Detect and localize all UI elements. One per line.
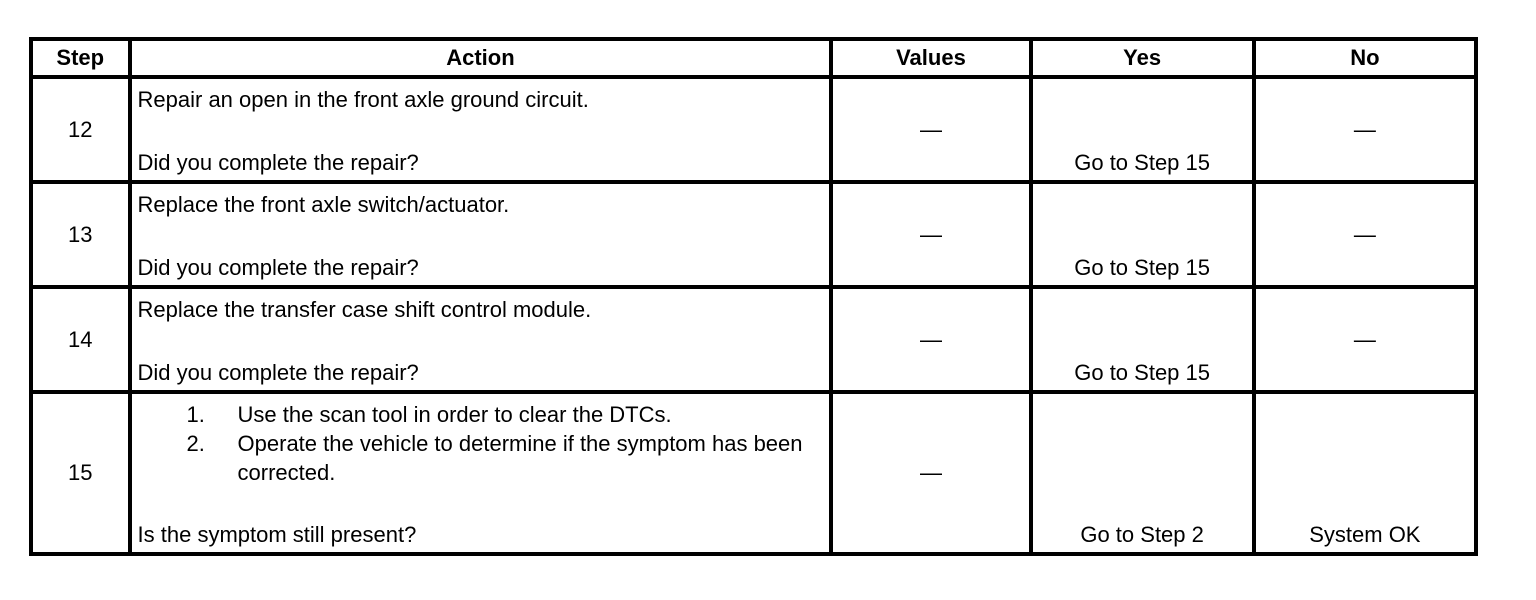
yes-cell — [1031, 392, 1254, 554]
action-cell — [130, 392, 832, 554]
action-cell — [130, 182, 832, 287]
list-item-number: 2. — [186, 431, 205, 456]
values-cell: — — [831, 77, 1030, 182]
list-item — [138, 429, 822, 487]
table-row — [31, 77, 1476, 182]
no-cell: — — [1254, 287, 1476, 392]
header-action: Action — [130, 39, 832, 77]
step-number: 14 — [31, 287, 130, 392]
yes-result: Go to Step 2 — [1080, 522, 1204, 547]
action-text: Replace the transfer case shift control module. — [137, 297, 592, 322]
action-cell — [130, 77, 832, 182]
no-cell — [1254, 392, 1476, 554]
list-item — [138, 400, 822, 429]
step-number: 13 — [31, 182, 130, 287]
values-cell: — — [831, 287, 1030, 392]
header-row — [31, 39, 1476, 77]
header-yes: Yes — [1031, 39, 1254, 77]
action-text: Replace the front axle switch/actuator. — [137, 192, 510, 217]
action-question: Is the symptom still present? — [137, 522, 417, 547]
header-no: No — [1254, 39, 1476, 77]
table-row — [31, 392, 1476, 554]
no-cell: — — [1254, 182, 1476, 287]
yes-result: Go to Step 15 — [1074, 150, 1210, 175]
header-step: Step — [31, 39, 130, 77]
action-question: Did you complete the repair? — [137, 360, 419, 385]
table-row — [31, 287, 1476, 392]
action-step-list — [138, 400, 822, 487]
action-question: Did you complete the repair? — [137, 150, 419, 175]
no-result: System OK — [1309, 522, 1421, 547]
no-cell: — — [1254, 77, 1476, 182]
action-text: Repair an open in the front axle ground circuit. — [137, 87, 589, 112]
yes-result: Go to Step 15 — [1074, 255, 1210, 280]
yes-cell — [1031, 182, 1254, 287]
list-item-text: Use the scan tool in order to clear the DTCs. — [237, 402, 672, 427]
diagnostic-table — [29, 37, 1478, 556]
list-item-text: Operate the vehicle to determine if the symptom has been corrected. — [237, 431, 803, 485]
list-item-number: 1. — [186, 402, 205, 427]
header-values: Values — [831, 39, 1030, 77]
values-cell: — — [831, 392, 1030, 554]
values-cell: — — [831, 182, 1030, 287]
action-cell — [130, 287, 832, 392]
yes-result: Go to Step 15 — [1074, 360, 1210, 385]
yes-cell — [1031, 287, 1254, 392]
table-row — [31, 182, 1476, 287]
action-question: Did you complete the repair? — [137, 255, 419, 280]
yes-cell — [1031, 77, 1254, 182]
step-number: 15 — [31, 392, 130, 554]
step-number: 12 — [31, 77, 130, 182]
